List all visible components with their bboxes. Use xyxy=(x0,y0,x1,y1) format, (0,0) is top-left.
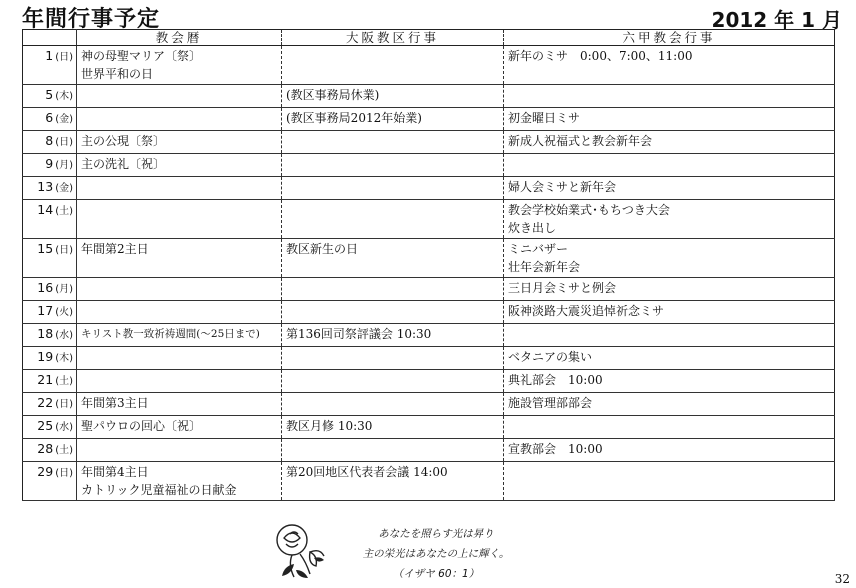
event-text: 新年のミサ 0:00、7:00、11:00 xyxy=(508,49,693,63)
weekday-label: (木) xyxy=(55,91,73,102)
table-row xyxy=(23,301,835,324)
day-number: 28 xyxy=(37,441,54,456)
day-cell xyxy=(23,46,77,85)
calendar-cell xyxy=(77,347,282,370)
calendar-cell xyxy=(77,439,282,462)
table-row xyxy=(23,416,835,439)
calendar-cell xyxy=(77,200,282,239)
schedule-table xyxy=(22,29,835,501)
day-number: 19 xyxy=(37,349,54,364)
weekday-label: (日) xyxy=(55,245,73,256)
event-text: 初金曜日ミサ xyxy=(508,111,581,125)
event-text: 年間第3主日 xyxy=(81,396,149,410)
day-number: 22 xyxy=(37,395,54,410)
osaka-cell xyxy=(282,301,504,324)
day-cell xyxy=(23,154,77,177)
event-text: カトリック児童福祉の日献金 xyxy=(81,483,237,497)
calendar-cell xyxy=(77,393,282,416)
day-cell xyxy=(23,131,77,154)
weekday-label: (日) xyxy=(55,52,73,63)
table-row xyxy=(23,324,835,347)
calendar-cell xyxy=(77,278,282,301)
calendar-column-header: 教会暦 xyxy=(77,30,282,46)
day-cell xyxy=(23,278,77,301)
event-text: 年間第2主日 xyxy=(81,242,149,256)
day-cell xyxy=(23,416,77,439)
day-cell xyxy=(23,301,77,324)
event-text: 教区月修 10:30 xyxy=(286,419,373,433)
rokko-cell xyxy=(504,370,835,393)
event-text: 聖パウロの回心〔祝〕 xyxy=(81,419,202,433)
event-text: 炊き出し xyxy=(508,221,557,235)
day-cell xyxy=(23,85,77,108)
osaka-cell xyxy=(282,200,504,239)
scripture-verse xyxy=(336,524,536,584)
table-row xyxy=(23,347,835,370)
table-row xyxy=(23,439,835,462)
rokko-cell xyxy=(504,462,835,501)
event-text: 壮年会新年会 xyxy=(508,260,581,274)
page-title: 年間行事予定 xyxy=(22,7,161,32)
osaka-cell xyxy=(282,393,504,416)
calendar-cell xyxy=(77,301,282,324)
event-text: 婦人会ミサと新年会 xyxy=(508,180,617,194)
event-text: 典礼部会 10:00 xyxy=(508,373,603,387)
table-row xyxy=(23,177,835,200)
osaka-cell xyxy=(282,46,504,85)
day-cell xyxy=(23,239,77,278)
weekday-label: (金) xyxy=(55,183,73,194)
day-number: 21 xyxy=(37,372,54,387)
rokko-cell xyxy=(504,393,835,416)
day-number: 9 xyxy=(45,156,54,171)
day-cell xyxy=(23,439,77,462)
event-text: 新成人祝福式と教会新年会 xyxy=(508,134,653,148)
event-text: 主の公現〔祭〕 xyxy=(81,134,166,148)
event-text: 世界平和の日 xyxy=(81,67,154,81)
rokko-cell xyxy=(504,131,835,154)
weekday-label: (木) xyxy=(55,353,73,364)
calendar-cell xyxy=(77,46,282,85)
event-text: (教区事務局2012年始業) xyxy=(286,111,422,125)
day-number: 1 xyxy=(45,48,54,63)
event-text: 教会学校始業式･もちつき大会 xyxy=(508,203,670,217)
weekday-label: (土) xyxy=(55,445,73,456)
day-cell xyxy=(23,324,77,347)
weekday-label: (月) xyxy=(55,284,73,295)
verse-citation: （イザヤ 60：1） xyxy=(392,568,480,580)
rokko-cell xyxy=(504,85,835,108)
weekday-label: (土) xyxy=(55,376,73,387)
event-text: 第20回地区代表者会議 14:00 xyxy=(286,465,448,479)
weekday-label: (土) xyxy=(55,206,73,217)
osaka-cell xyxy=(282,347,504,370)
weekday-label: (水) xyxy=(55,422,73,433)
rokko-cell xyxy=(504,439,835,462)
day-number: 16 xyxy=(37,280,54,295)
day-cell xyxy=(23,393,77,416)
weekday-label: (水) xyxy=(55,330,73,341)
day-number: 29 xyxy=(37,464,54,479)
table-row xyxy=(23,239,835,278)
event-text: 宣教部会 10:00 xyxy=(508,442,603,456)
day-cell xyxy=(23,370,77,393)
weekday-label: (月) xyxy=(55,160,73,171)
table-row xyxy=(23,462,835,501)
osaka-cell xyxy=(282,439,504,462)
osaka-cell xyxy=(282,108,504,131)
rose-icon xyxy=(270,518,330,582)
calendar-cell xyxy=(77,370,282,393)
osaka-cell xyxy=(282,131,504,154)
event-text: ミニバザー xyxy=(508,242,569,256)
table-row xyxy=(23,278,835,301)
osaka-cell xyxy=(282,239,504,278)
table-row xyxy=(23,131,835,154)
calendar-cell xyxy=(77,85,282,108)
rokko-cell xyxy=(504,154,835,177)
table-header-row xyxy=(23,30,835,46)
day-cell xyxy=(23,108,77,131)
osaka-cell xyxy=(282,462,504,501)
rokko-cell xyxy=(504,108,835,131)
rokko-cell xyxy=(504,324,835,347)
calendar-cell xyxy=(77,131,282,154)
calendar-cell xyxy=(77,108,282,131)
osaka-cell xyxy=(282,278,504,301)
table-row xyxy=(23,370,835,393)
day-number: 6 xyxy=(45,110,54,125)
osaka-column-header: 大阪教区行事 xyxy=(282,30,504,46)
day-cell xyxy=(23,177,77,200)
event-text: 教区新生の日 xyxy=(286,242,359,256)
event-text: キリスト教一致祈祷週間(～25日まで) xyxy=(81,328,260,340)
table-row xyxy=(23,108,835,131)
day-number: 5 xyxy=(45,87,54,102)
day-number: 18 xyxy=(37,326,54,341)
weekday-label: (日) xyxy=(55,399,73,410)
weekday-label: (日) xyxy=(55,137,73,148)
calendar-cell xyxy=(77,154,282,177)
day-number: 15 xyxy=(37,241,54,256)
calendar-cell xyxy=(77,416,282,439)
rokko-cell xyxy=(504,416,835,439)
osaka-cell xyxy=(282,177,504,200)
event-text: 阪神淡路大震災追悼祈念ミサ xyxy=(508,304,665,318)
weekday-label: (火) xyxy=(55,307,73,318)
calendar-cell xyxy=(77,239,282,278)
osaka-cell xyxy=(282,85,504,108)
rokko-cell xyxy=(504,347,835,370)
event-text: 施設管理部部会 xyxy=(508,396,593,410)
calendar-cell xyxy=(77,462,282,501)
rokko-cell xyxy=(504,200,835,239)
osaka-cell xyxy=(282,154,504,177)
calendar-cell xyxy=(77,324,282,347)
rokko-cell xyxy=(504,278,835,301)
event-text: ベタニアの集い xyxy=(508,350,593,364)
event-text: 主の洗礼〔祝〕 xyxy=(81,157,166,171)
osaka-cell xyxy=(282,416,504,439)
osaka-cell xyxy=(282,324,504,347)
verse-line: あなたを照らす光は昇り xyxy=(378,528,494,540)
event-text: 三日月会ミサと例会 xyxy=(508,281,617,295)
event-text: 神の母聖マリア〔祭〕 xyxy=(81,49,202,63)
day-cell xyxy=(23,347,77,370)
rokko-cell xyxy=(504,301,835,324)
table-row xyxy=(23,200,835,239)
weekday-label: (金) xyxy=(55,114,73,125)
rokko-column-header: 六甲教会行事 xyxy=(504,30,835,46)
day-column-header xyxy=(23,30,77,46)
table-row xyxy=(23,85,835,108)
day-number: 13 xyxy=(37,179,54,194)
osaka-cell xyxy=(282,370,504,393)
day-number: 14 xyxy=(37,202,54,217)
calendar-cell xyxy=(77,177,282,200)
rokko-cell xyxy=(504,239,835,278)
verse-line: 主の栄光はあなたの上に輝く。 xyxy=(362,548,510,560)
weekday-label: (日) xyxy=(55,468,73,479)
day-number: 25 xyxy=(37,418,54,433)
event-text: 第136回司祭評議会 10:30 xyxy=(286,327,432,341)
day-cell xyxy=(23,200,77,239)
day-cell xyxy=(23,462,77,501)
day-number: 8 xyxy=(45,133,54,148)
table-row xyxy=(23,154,835,177)
table-row xyxy=(23,393,835,416)
day-number: 17 xyxy=(37,303,54,318)
page-number: 32 xyxy=(834,572,850,586)
table-row xyxy=(23,46,835,85)
event-text: (教区事務局休業) xyxy=(286,88,380,102)
month-label: 2012 年 1 月 xyxy=(711,8,842,32)
event-text: 年間第4主日 xyxy=(81,465,149,479)
rokko-cell xyxy=(504,46,835,85)
rokko-cell xyxy=(504,177,835,200)
